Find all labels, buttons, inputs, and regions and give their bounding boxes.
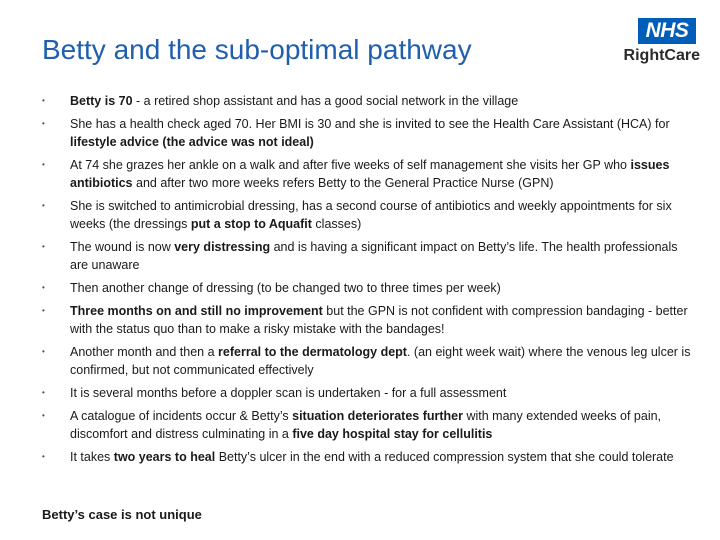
bullet-item [0, 92, 720, 110]
bullet-item [0, 156, 720, 192]
bullet-item [0, 279, 720, 297]
bullet-text: At 74 she grazes her ankle on a walk and after five weeks of self management she visits her GP who [70, 158, 631, 172]
bullet-text-bold: lifestyle advice (the advice was not ideal) [70, 135, 314, 149]
bullet-marker: • [42, 242, 45, 251]
bullet-text: but the GPN is not confident with compression bandaging - better with the status quo than to make a risky mistake with the bandages! [70, 304, 688, 336]
bullet-text: . (an eight week wait) where the venous leg ulcer is confirmed, but not communicated effectively [70, 345, 691, 377]
bullet-item [0, 238, 720, 274]
bullet-item [0, 384, 720, 402]
bullet-marker: • [42, 306, 45, 315]
bullet-text-bold: very distressing [174, 240, 271, 254]
bullet-item [0, 302, 720, 338]
bullet-text-bold: referral to the dermatology dept [218, 345, 407, 359]
bullet-marker: • [42, 119, 45, 128]
bullet-marker: • [42, 283, 45, 292]
bullet-text: She is switched to antimicrobial dressing, has a second course of antibiotics and weekly appointments for six weeks (the dressings [70, 199, 672, 231]
bullet-text: Then another change of dressing (to be changed two to three times per week) [70, 281, 501, 295]
bullet-text: - a retired shop assistant and has a good social network in the village [132, 94, 519, 108]
bullet-marker: • [42, 388, 45, 397]
bullet-text-bold: two years to heal [113, 450, 216, 464]
bullet-text: A catalogue of incidents occur & Betty’s [70, 409, 293, 423]
bullet-item [0, 115, 720, 151]
bullet-text: It takes [70, 450, 114, 464]
slide-title: Betty and the sub-optimal pathway [42, 34, 472, 65]
bullet-text: She has a health check aged 70. Her BMI is 30 and she is invited to see the Health Care Assistant (HCA) for [70, 117, 670, 131]
rightcare-text: RightCare [623, 47, 700, 64]
bullet-marker: • [42, 347, 45, 356]
bullet-item [0, 197, 720, 233]
nhs-logo-box: NHS [638, 18, 696, 44]
bullet-marker: • [42, 411, 45, 420]
footer-note: Betty’s case is not unique [42, 507, 202, 522]
bullet-marker: • [42, 96, 45, 105]
bullet-text-bold: put a stop to Aquafit [190, 217, 312, 231]
bullet-item [0, 407, 720, 443]
bullet-text-bold: five day hospital stay for cellulitis [292, 427, 493, 441]
bullet-item [0, 448, 720, 466]
bullet-text: It is several months before a doppler scan is undertaken - for a full assessment [70, 386, 507, 400]
bullet-text: The wound is now [70, 240, 175, 254]
bullet-text: Another month and then a [70, 345, 219, 359]
bullet-item [0, 343, 720, 379]
bullet-list [0, 92, 720, 471]
bullet-text: and is having a significant impact on Betty’s life. The health professionals are unaware [70, 240, 678, 272]
bullet-text-bold: issues antibiotics [70, 158, 670, 190]
bullet-marker: • [42, 201, 45, 210]
bullet-text: and after two more weeks refers Betty to the General Practice Nurse (GPN) [132, 176, 554, 190]
bullet-text: with many extended weeks of pain, discomfort and distress culminating in a [70, 409, 662, 441]
bullet-text-bold: Betty is 70 [70, 94, 133, 108]
nhs-rightcare-logo [622, 18, 700, 74]
bullet-text-bold: situation deteriorates further [292, 409, 463, 423]
bullet-text-bold: Three months on and still no improvement [70, 304, 323, 318]
bullet-marker: • [42, 160, 45, 169]
bullet-text: Betty’s ulcer in the end with a reduced compression system that she could tolerate [215, 450, 674, 464]
bullet-marker: • [42, 452, 45, 461]
bullet-text: classes) [311, 217, 362, 231]
